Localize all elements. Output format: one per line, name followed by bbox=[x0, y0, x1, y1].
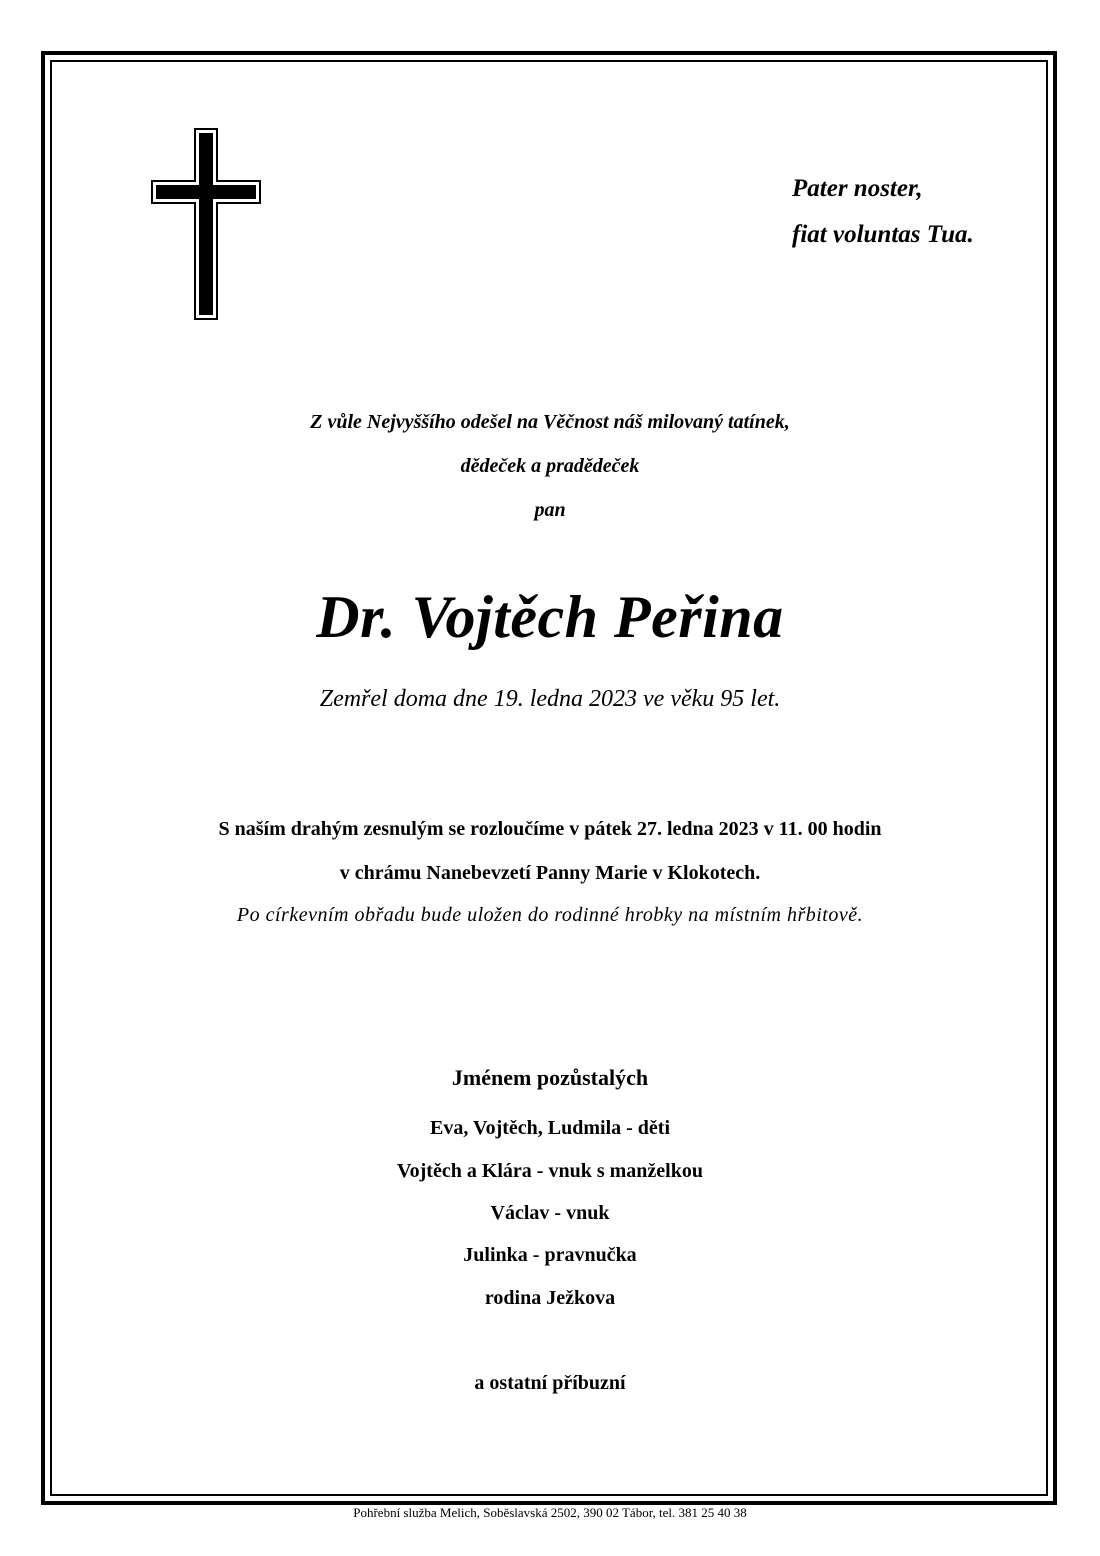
burial-note: Po církevním obřadu bude uložen do rodinné hrobky na místním hřbitově. bbox=[236, 904, 864, 926]
mourner-item: rodina Ježkova bbox=[484, 1287, 616, 1309]
mourner-item: Vojtěch a Klára - vnuk s manželkou bbox=[397, 1160, 703, 1182]
intro-line-2: dědeček a pradědeček bbox=[460, 455, 640, 477]
mourner-item: Julinka - pravnučka bbox=[463, 1244, 637, 1266]
latin-motto bbox=[792, 166, 974, 258]
motto-line-2: fiat voluntas Tua. bbox=[792, 221, 974, 248]
motto-line-1: Pater noster, bbox=[792, 175, 923, 202]
intro-line-3: pan bbox=[534, 499, 566, 521]
ceremony-line-2: v chrámu Nanebevzetí Panny Marie v Klokotech. bbox=[339, 862, 761, 884]
ceremony-line-1: S naším drahým zesnulým se rozloučíme v pátek 27. ledna 2023 v 11. 00 hodin bbox=[218, 818, 882, 840]
mourner-item: Eva, Vojtěch, Ludmila - děti bbox=[429, 1117, 671, 1139]
death-info: Zemřel doma dne 19. ledna 2023 ve věku 95 let. bbox=[319, 686, 781, 712]
mourner-item: Václav - vnuk bbox=[490, 1202, 610, 1224]
latin-cross-icon bbox=[151, 128, 261, 320]
deceased-name: Dr. Vojtěch Peřina bbox=[316, 584, 784, 650]
intro-line-1: Z vůle Nejvyššího odešel na Věčnost náš milovaný tatínek, bbox=[310, 411, 790, 433]
other-relatives: a ostatní příbuzní bbox=[474, 1372, 626, 1394]
funeral-service-footer: Pohřební služba Melich, Soběslavská 2502, 390 02 Tábor, tel. 381 25 40 38 bbox=[353, 1505, 747, 1520]
mourners-heading: Jménem pozůstalých bbox=[451, 1065, 649, 1090]
